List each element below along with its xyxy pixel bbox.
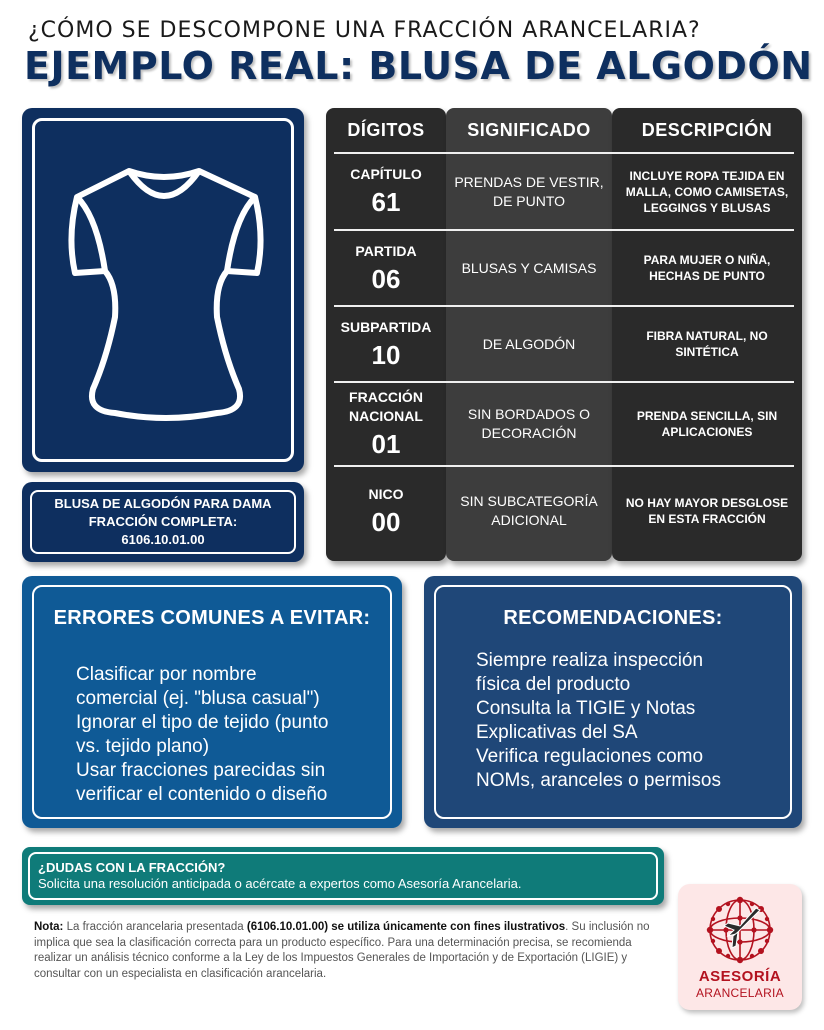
header-meaning: SIGNIFICADO [467, 119, 591, 140]
common-errors-list [76, 663, 328, 807]
error-line: comercial (ej. "blusa casual") [76, 688, 320, 709]
product-illustration-panel [22, 108, 304, 472]
t-shirt-icon [59, 157, 273, 433]
common-errors-frame [32, 585, 392, 819]
note-text: . Su inclusión no implica que sea la clasificación correcta para un producto específico. Para una determinación precisa, se recomienda realizar un análisis técnico conforme a la Ley de los Impuestos Generales de Importación y de Exportación (LIGIE) y consultar con un especialista en clasificación arancelaria. [34, 921, 650, 980]
table-row-nico-digits [326, 467, 446, 555]
error-line: Usar fracciones parecidas sin [76, 760, 326, 781]
row-meaning: PRENDAS DE VESTIR, DE PUNTO [454, 173, 604, 209]
recommendation-line: Consulta la TIGIE y Notas [476, 698, 696, 719]
header-description: DESCRIPCIÓN [641, 119, 773, 140]
row-label: PARTIDA [355, 242, 417, 259]
recommendation-line: Verifica regulaciones como [476, 746, 704, 767]
caption-code: 6106.10.01.00 [121, 532, 205, 547]
row-label: NICO [368, 485, 404, 502]
row-description: FIBRA NATURAL, NO SINTÉTICA [646, 329, 768, 359]
error-line: vs. tejido plano) [76, 736, 210, 757]
row-digits: 01 [371, 429, 401, 459]
recommendation-line: Explicativas del SA [476, 722, 638, 743]
brand-subname: ARANCELARIA [696, 986, 784, 1000]
table-row-national-digits [326, 383, 446, 465]
error-line: Ignorar el tipo de tejido (punto [76, 712, 329, 733]
row-meaning: BLUSAS Y CAMISAS [461, 259, 597, 276]
recommendations-title: RECOMENDACIONES: [503, 607, 723, 629]
product-caption [30, 490, 296, 554]
row-digits: 06 [371, 263, 401, 294]
row-description: PRENDA SENCILLA, SIN APLICACIONES [636, 409, 778, 439]
row-label: CAPÍTULO [350, 166, 422, 182]
note-prefix: Nota: [34, 921, 64, 933]
row-meaning: SIN SUBCATEGORÍA ADICIONAL [460, 493, 598, 528]
row-description: INCLUYE ROPA TEJIDA EN MALLA, COMO CAMISETAS, LEGGINGS Y BLUSAS [625, 168, 789, 215]
recommendations-list [476, 649, 721, 793]
questions-callout [22, 847, 664, 905]
product-caption-panel [22, 482, 304, 562]
row-label: FRACCIÓN NACIONAL [349, 389, 423, 424]
tariff-breakdown-table [326, 108, 802, 561]
error-line: Clasificar por nombre [76, 664, 257, 685]
recommendation-line: NOMs, aranceles o permisos [476, 770, 721, 791]
recommendation-line: Siempre realiza inspección [476, 650, 704, 671]
row-digits: 10 [371, 339, 401, 370]
caption-label: FRACCIÓN COMPLETA: [88, 514, 238, 529]
recommendations-frame [434, 585, 792, 819]
header-digits: DÍGITOS [347, 119, 425, 140]
row-digits: 00 [371, 506, 401, 537]
product-illustration-frame [32, 118, 294, 462]
row-digits: 61 [371, 187, 401, 217]
row-label: SUBPARTIDA [340, 318, 432, 335]
table-row-chapter-digits [326, 154, 446, 229]
globe-plane-logo-icon [678, 886, 802, 970]
recommendation-line: física del producto [476, 674, 631, 695]
questions-callout-frame [28, 852, 658, 900]
callout-text: Solicita una resolución anticipada o acércate a expertos como Asesoría Arancelaria. [38, 876, 522, 891]
row-meaning: SIN BORDADOS O DECORACIÓN [467, 406, 591, 441]
caption-product-name: BLUSA DE ALGODÓN PARA DAMA [54, 496, 272, 511]
callout-question: ¿DUDAS CON LA FRACCIÓN? [38, 860, 226, 875]
disclaimer-note [34, 920, 664, 982]
row-description: NO HAY MAYOR DESGLOSE EN ESTA FRACCIÓN [625, 496, 789, 526]
table-row-subheading-digits [326, 307, 446, 381]
note-bold-text: (6106.10.01.00) se utiliza únicamente con fines ilustrativos [246, 921, 566, 933]
brand-name: ASESORÍA [698, 968, 782, 985]
error-line: verificar el contenido o diseño [76, 784, 328, 805]
common-errors-title: ERRORES COMUNES A EVITAR: [53, 607, 371, 629]
row-meaning: DE ALGODÓN [482, 335, 576, 352]
common-errors-panel [22, 576, 402, 828]
page-kicker: ¿CÓMO SE DESCOMPONE UNA FRACCIÓN ARANCELARIA? [28, 18, 701, 43]
recommendations-panel [424, 576, 802, 828]
note-text: La fracción arancelaria presentada [63, 921, 247, 933]
row-description: PARA MUJER O NIÑA, HECHAS DE PUNTO [643, 253, 771, 283]
page-title: EJEMPLO REAL: BLUSA DE ALGODÓN [24, 44, 813, 88]
table-row-heading-digits [326, 231, 446, 305]
brand-logo-card [678, 884, 802, 1010]
